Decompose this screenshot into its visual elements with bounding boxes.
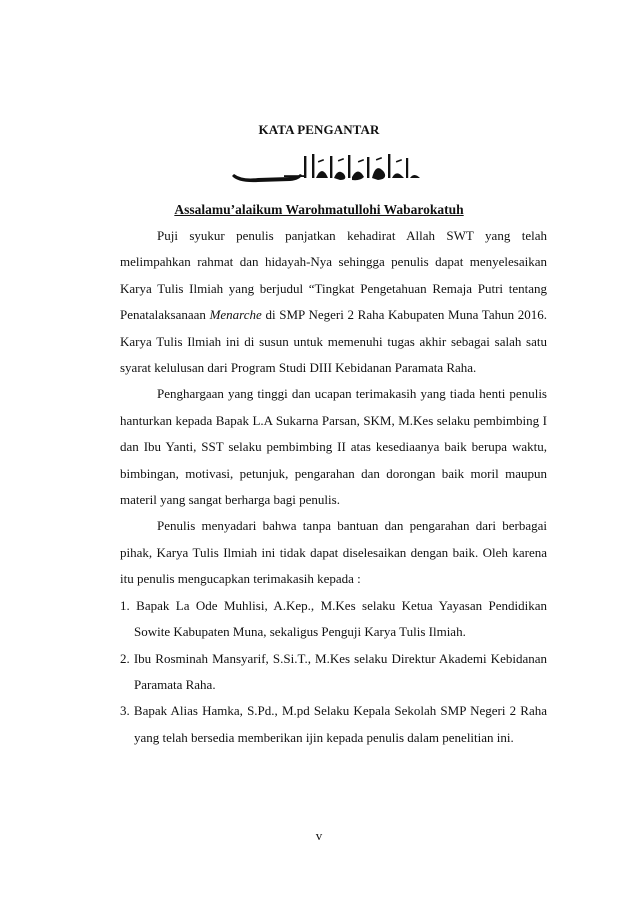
paragraph-thanks: Penulis menyadari bahwa tanpa bantuan dan pengarahan dari berbagai pihak, Karya Tulis Ilmiah ini tidak dapat diselesaikan dengan baik. Oleh karena itu penulis mengucapkan terimakasih kepada : — [120, 518, 547, 587]
paragraph-intro-italic: Menarche — [209, 307, 262, 323]
page-number: v — [315, 828, 323, 843]
basmala-calligraphy-image — [228, 150, 424, 184]
page-title: KATA PENGANTAR — [258, 122, 380, 137]
thanks-list — [120, 593, 547, 751]
paragraph-intro-text-2: di SMP Negeri 2 Raha Kabupaten Muna Tahun 2016. Karya Tulis Ilmiah ini di susun untuk memenuhi tugas akhir sebagai salah satu syarat kelulusan dari Program Studi DIII Kebidanan Paramata Raha. — [120, 307, 548, 376]
list-item: 1. Bapak La Ode Muhlisi, A.Kep., M.Kes selaku Ketua Yayasan Pendidikan Sowite Kabupaten Muna, sekaligus Penguji Karya Tulis Ilmiah. — [120, 597, 547, 640]
greeting-heading: Assalamu’alaikum Warohmatullohi Wabarokatuh — [174, 202, 464, 217]
list-item: 2. Ibu Rosminah Mansyarif, S.Si.T., M.Kes selaku Direktur Akademi Kebidanan Paramata Raha. — [120, 650, 547, 692]
document-body — [120, 223, 547, 751]
list-item: 3. Bapak Alias Hamka, S.Pd., M.pd Selaku Kepala Sekolah SMP Negeri 2 Raha yang telah bersedia memberikan ijin kepada penulis dalam penelitian ini. — [120, 703, 547, 745]
paragraph-intro-text-1: Puji syukur penulis panjatkan kehadirat Allah SWT yang telah melimpahkan rahmat dan hidayah-Nya sehingga penulis dapat menyelesaikan Karya Tulis Ilmiah yang berjudul “Tingkat Pengetahuan Remaja Putri tentang Penatalaksanaan — [120, 228, 547, 323]
paragraph-acknowledgement: Penghargaan yang tinggi dan ucapan terimakasih yang tiada henti penulis hanturkan kepada Bapak L.A Sukarna Parsan, SKM, M.Kes selaku pembimbing I dan Ibu Yanti, SST selaku pembimbing II atas kesediaanya baik berupa waktu, bimbingan, motivasi, petunjuk, pengarahan dan dorongan baik moril maupun materil yang sangat berharga bagi penulis. — [120, 386, 547, 508]
paragraph-intro — [120, 223, 547, 381]
